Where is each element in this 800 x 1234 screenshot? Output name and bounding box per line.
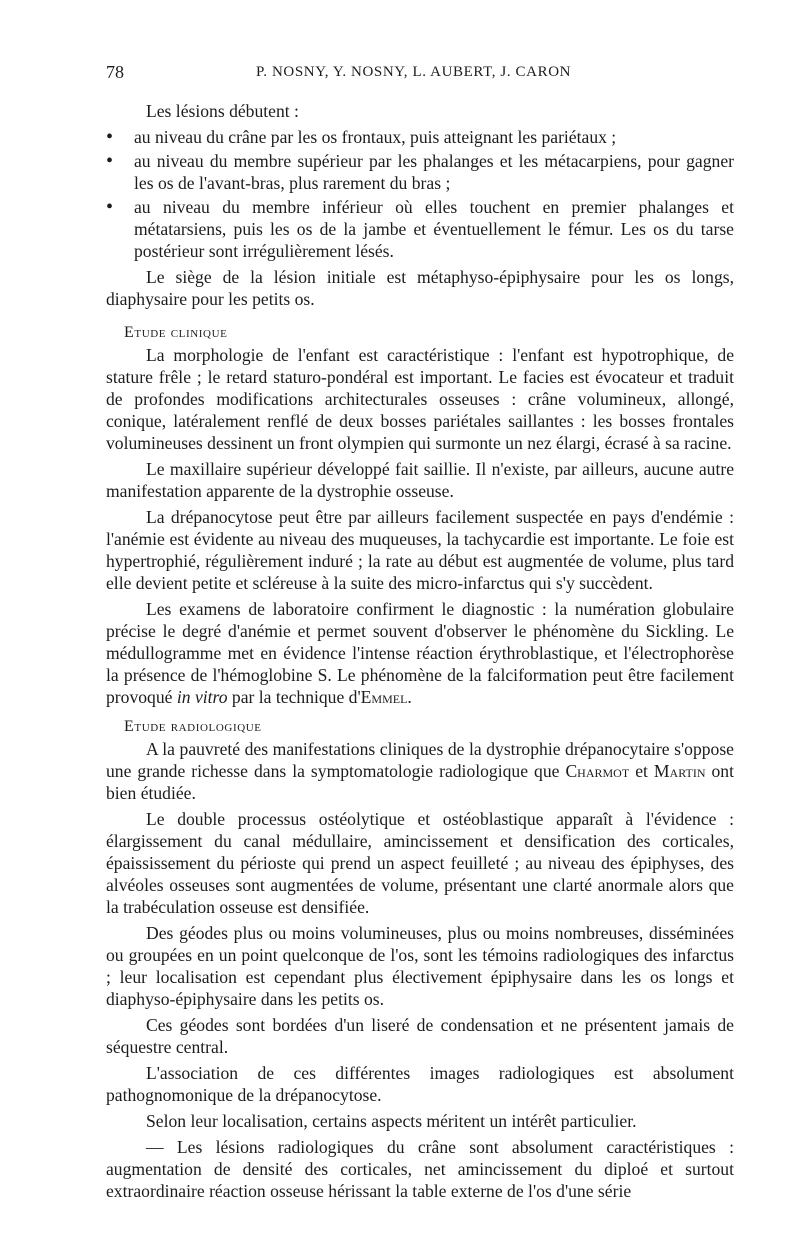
paragraph-bordees: Ces géodes sont bordées d'un liseré de condensation et ne présentent jamais de séquestre central.: [106, 1015, 734, 1057]
page-number: 78: [106, 62, 124, 82]
author-name-martin: Martin: [653, 761, 706, 781]
paragraph-geodes: Des géodes plus ou moins volumineuses, plus ou moins nombreuses, disséminées ou groupées en un point quelconque de l'os, sont les témoins radiologiques des infarctus ; leur localisation est cependant plus électivement épiphysaire dans les os longs et diaphyso-épiphysaire dans les petits os.: [106, 923, 734, 1009]
page-header: [106, 62, 734, 86]
bullet-list: [106, 126, 734, 262]
author-name-emmel: Emmel: [360, 687, 408, 707]
paragraph-maxillaire: Le maxillaire supérieur développé fait saillie. Il n'existe, par ailleurs, aucune autre manifestation apparente de la dystrophie osseuse.: [106, 459, 734, 501]
bullet-item-crane: • au niveau du crâne par les os frontaux, puis atteignant les pariétaux ;: [106, 126, 734, 148]
author-name-charmot: Charmot: [565, 761, 630, 781]
paragraph-double-processus: Le double processus ostéolytique et ostéoblastique apparaît à l'évidence : élargissement du canal médullaire, amincissement et densification des corticales, épaississement du périoste qui prend un aspect feuilleté ; au niveau des épiphyses, des alvéoles osseuses sont augmentées de volume, présentant une clarté anormale alors que la trabéculation osseuse est densifiée.: [106, 809, 734, 917]
running-head: P. NOSNY, Y. NOSNY, L. AUBERT, J. CARON: [256, 64, 572, 80]
section-heading-radiologique: Etude radiologique: [124, 718, 262, 735]
examens-text-cont: par la technique d': [227, 687, 361, 707]
article-body: [106, 100, 734, 1206]
bullet-item-membre-superieur: • au niveau du membre supérieur par les phalanges et les métacarpiens, pour gagner les os de l'avant-bras, plus rarement du bras ;: [106, 150, 734, 194]
section-heading-clinique: Etude clinique: [124, 324, 228, 341]
paragraph-intro: Les lésions débutent :: [146, 101, 299, 121]
paragraph-morphologie: La morphologie de l'enfant est caractéristique : l'enfant est hypotrophique, de stature frêle ; le retard staturo-pondéral est important. Le facies est évocateur et traduit de profondes modifications architecturales osseuses : crâne volumineux, allongé, conique, latéralement renflé de deux bosses pariétales saillantes : les bosses frontales volumineuses dessinent un front olympien qui surmonte un nez élargi, écrasé à sa racine.: [106, 345, 734, 453]
examens-end: .: [407, 687, 412, 707]
paragraph-examens: [106, 598, 734, 708]
paragraph-drepanocytose: La drépanocytose peut être par ailleurs facilement suspectée en pays d'endémie : l'anémie est évidente au niveau des muqueuses, la tachycardie est importante. Le foie est hypertrophié, régulièrement induré ; la rate au début est augmentée de volume, plus tard elle devient petite et scléreuse à la suite des micro-infarctus qui s'y succèdent.: [106, 507, 734, 593]
paragraph-pauvrete: [106, 738, 734, 804]
paragraph-selon: Selon leur localisation, certains aspects méritent un intérêt particulier.: [146, 1111, 637, 1131]
in-vitro-italic: in vitro: [176, 687, 228, 707]
paragraph-siege: Le siège de la lésion initiale est métaphyso-épiphysaire pour les os longs, diaphysaire pour les petits os.: [106, 267, 734, 309]
pauvrete-text: A la pauvreté des manifestations cliniques de la dystrophie drépanocytaire s'oppose une grande richesse dans la symptomatologie radiologique que: [106, 739, 734, 781]
examens-text: Les examens de laboratoire confirment le diagnostic : la numération globulaire précise le degré d'anémie et permet souvent d'observer le phénomène du Sickling. Le médullogramme met en évidence l'intense réaction érythroblastique, et l'électrophorèse la présence de l'hémoglobine S. Le phénomène de la falciformation peut être facilement provoqué: [106, 599, 734, 707]
pauvrete-text-et: et: [629, 761, 654, 781]
paragraph-crane: — Les lésions radiologiques du crâne sont absolument caractéristiques : augmentation de densité des corticales, net amincissement du diploé et surtout extraordinaire réaction osseuse hérissant la table externe de l'os d'une série: [106, 1137, 734, 1201]
pauvrete-text-end: ont bien étudiée.: [106, 761, 734, 803]
bullet-item-membre-inferieur: • au niveau du membre inférieur où elles touchent en premier phalanges et métatarsiens, puis les os de la jambe et éventuellement le fémur. Les os du tarse postérieur sont irrégulièrement lésés.: [106, 196, 734, 262]
paragraph-association: L'association de ces différentes images radiologiques est absolument pathognomonique de la drépanocytose.: [106, 1063, 734, 1105]
